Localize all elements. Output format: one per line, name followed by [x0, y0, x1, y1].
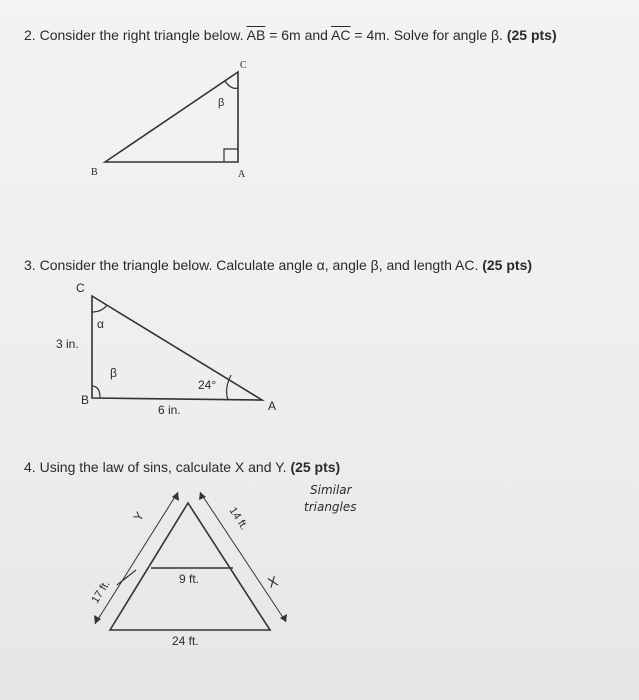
q3-label-c: C [76, 281, 85, 295]
q3-label-beta: β [110, 366, 117, 380]
q4-right-upper: 14 ft. [226, 505, 250, 533]
question-2-text-a: Consider the right triangle below. [39, 27, 244, 43]
question-2-text-c: = 4m. Solve for angle β. [354, 27, 503, 43]
question-4-body: Using the law of sins, calculate X and Y. [39, 459, 287, 475]
q4-base-length: 24 ft. [172, 634, 199, 648]
q4-tick-mark [117, 570, 136, 585]
question-2-points: (25 pts) [506, 27, 557, 43]
handwritten-note-line2: triangles [304, 500, 357, 514]
question-3-points: (25 pts) [482, 257, 533, 273]
question-3-body: Consider the triangle below. Calculate angle α, angle β, and length AC. [39, 257, 479, 273]
q3-label-a: A [268, 399, 277, 413]
handwritten-note-line1: Similar [310, 483, 352, 497]
question-4-number: 4. [24, 459, 36, 475]
q2-label-beta: β [218, 97, 225, 109]
q4-label-x: X [265, 572, 280, 591]
question-3-number: 3. [24, 257, 36, 273]
segment-ab: $\overline{AB}$ [246, 27, 266, 43]
q3-side-cb: 3 in. [56, 337, 79, 351]
q3-side-ba: 6 in. [158, 403, 181, 417]
q3-triangle [92, 296, 262, 400]
q3-label-b: B [81, 393, 90, 407]
q2-label-b: B [91, 167, 98, 178]
q4-label-y: Y [130, 509, 147, 524]
q2-label-a: A [238, 169, 246, 180]
question-2-text-b: = 6m and [269, 27, 328, 43]
question-4-points: (25 pts) [290, 459, 341, 475]
q4-triangles [95, 492, 286, 630]
q2-label-c: C [240, 60, 247, 71]
q4-arrowheads [94, 492, 287, 624]
segment-ac: $\overline{AC}$ [331, 27, 351, 43]
q4-left-lower: 17 ft. [89, 578, 113, 606]
q4-mid-length: 9 ft. [179, 572, 200, 586]
q3-angle-a: 24° [198, 378, 217, 392]
q3-label-alpha: α [97, 317, 104, 331]
q2-triangle [105, 72, 238, 162]
question-2-number: 2. [24, 27, 36, 43]
